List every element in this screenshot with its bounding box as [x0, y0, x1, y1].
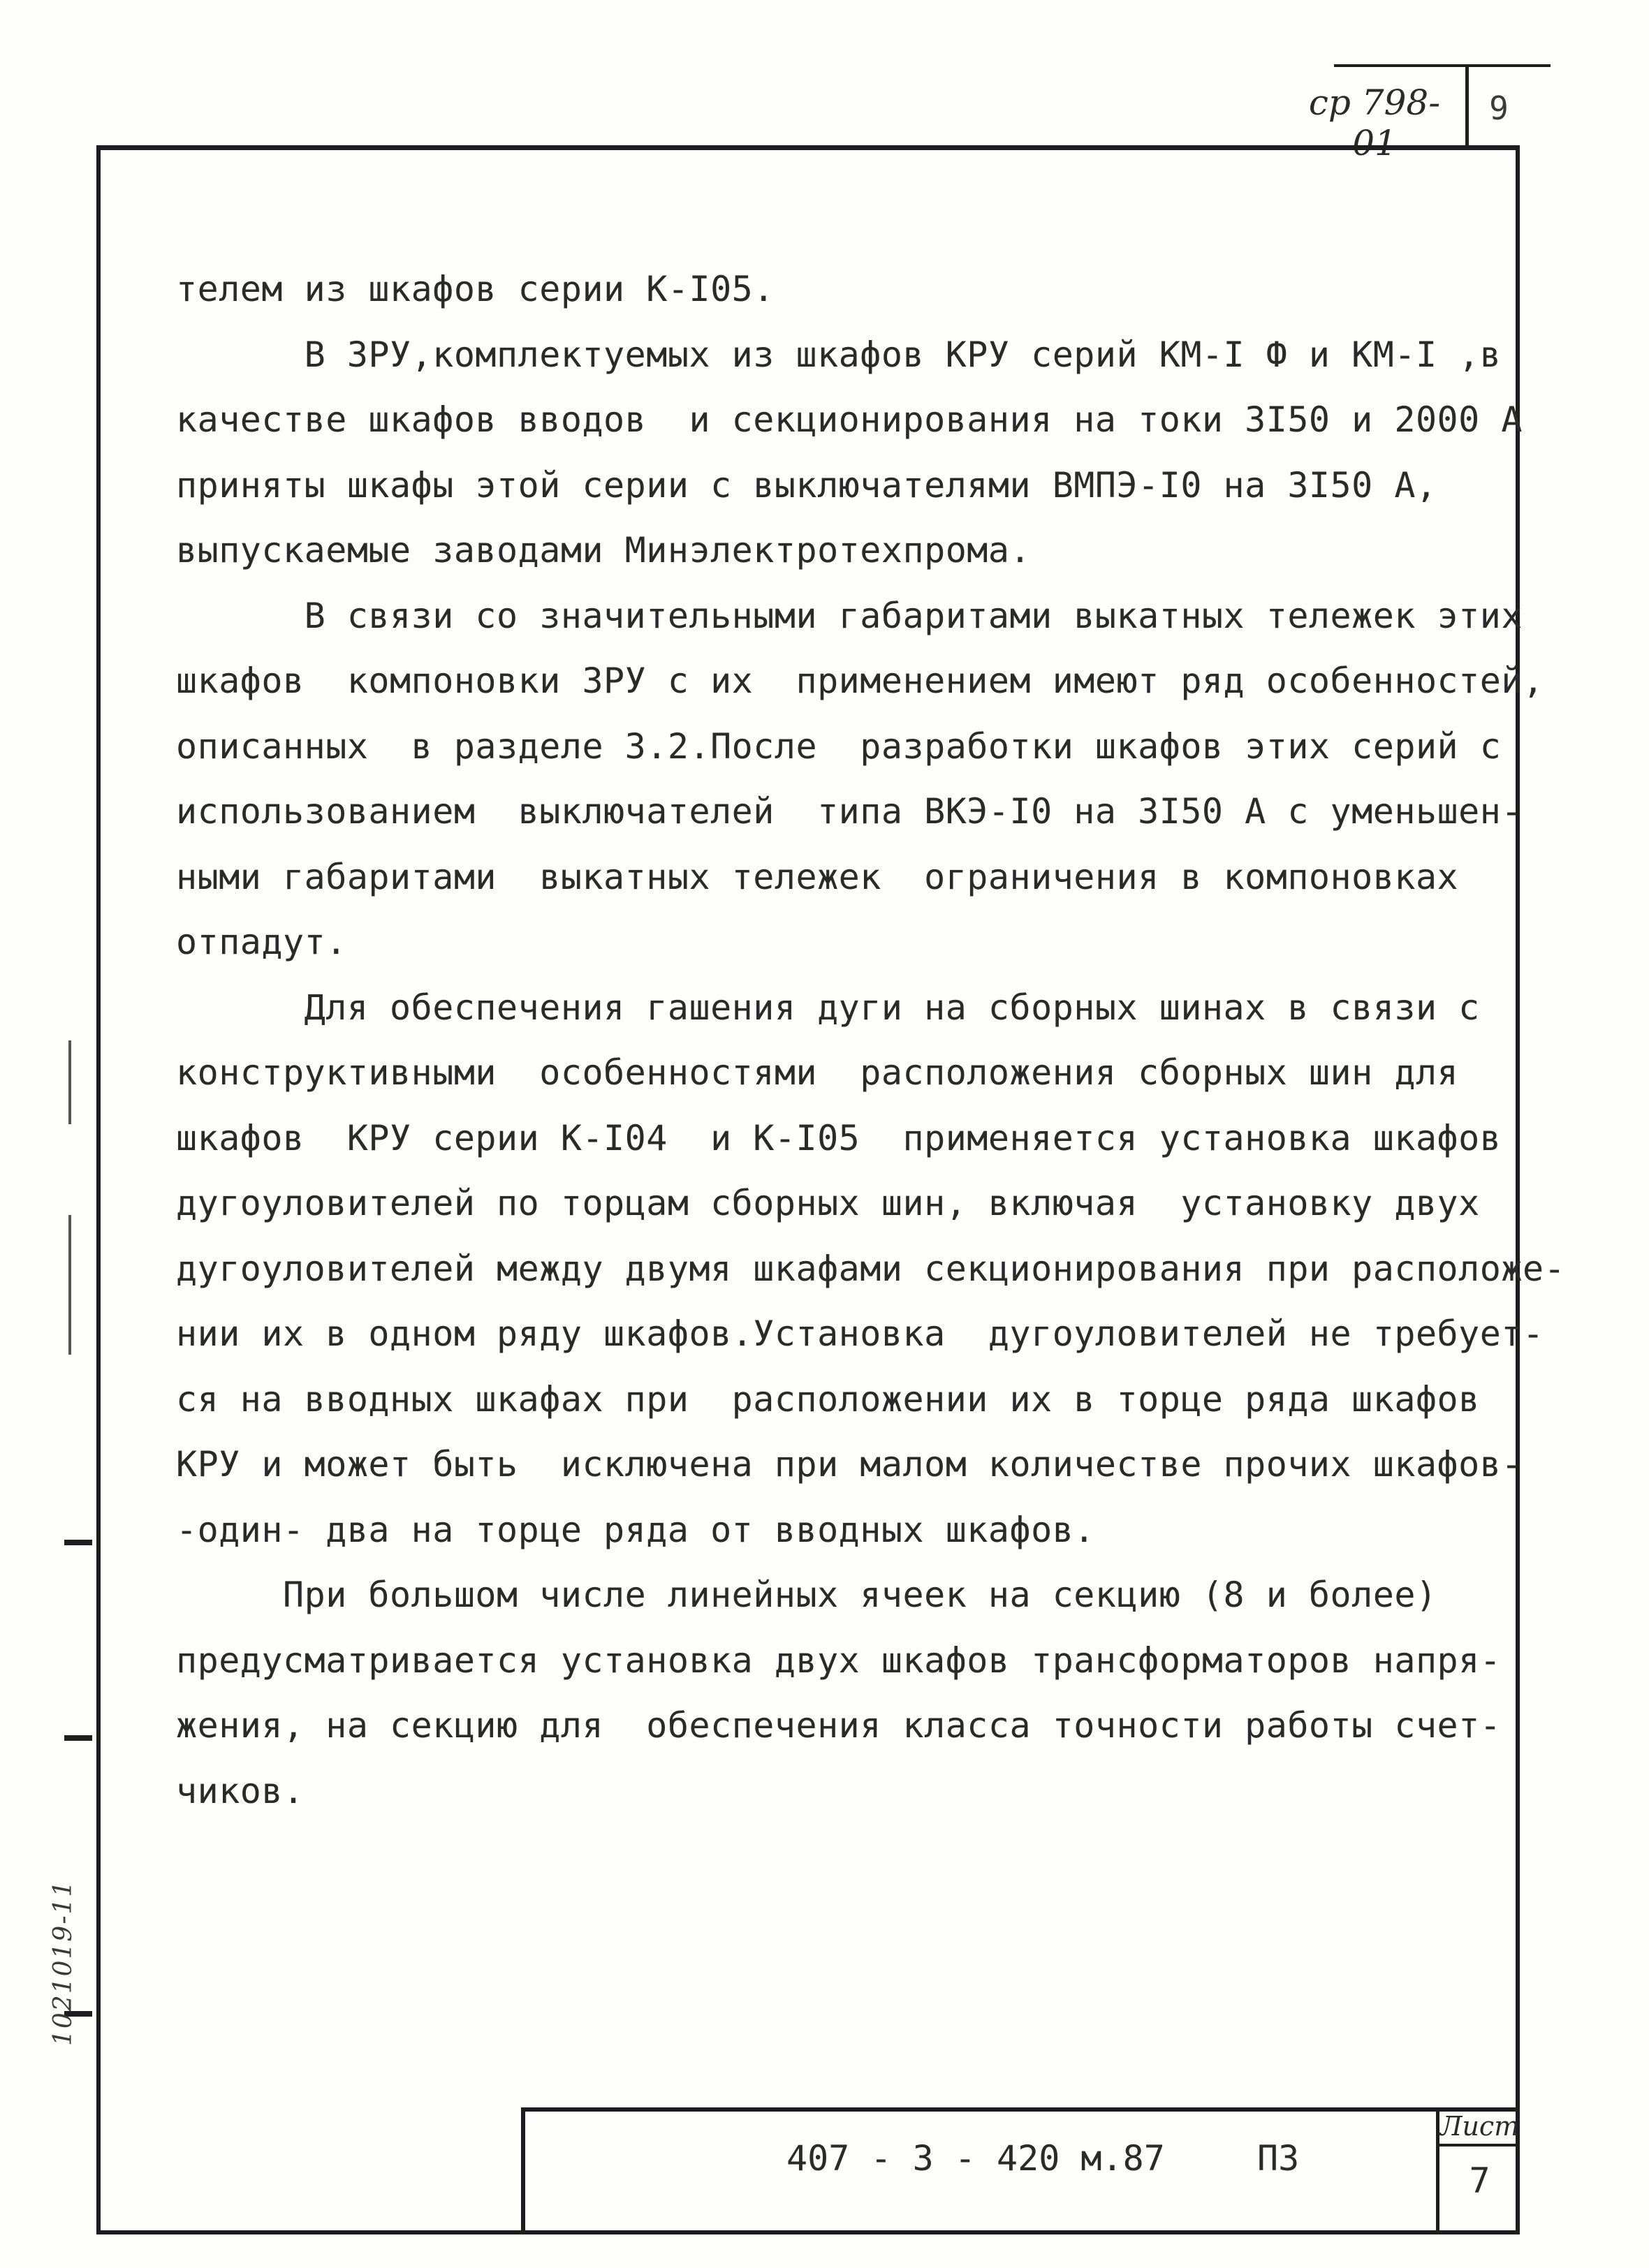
text-line: использованием выключателей типа ВКЭ-I0 на 3I50 А с уменьшен-	[176, 791, 1523, 832]
title-block-document-type: ПЗ	[1257, 2138, 1300, 2179]
text-line: приняты шкафы этой серии с выключателями ВМПЭ-I0 на 3I50 А,	[176, 464, 1437, 506]
margin-mark	[68, 1040, 71, 1124]
text-line: отпадут.	[176, 922, 347, 962]
header-doc-code: ср 798-01	[1308, 82, 1441, 163]
margin-mark	[68, 1215, 71, 1355]
margin-tick	[64, 1540, 92, 1545]
header-page-number: 9	[1489, 89, 1509, 127]
text-line: ными габаритами выкатных тележек ограничения в компоновках	[176, 856, 1459, 897]
document-body	[176, 257, 1566, 1824]
sheet-number: 7	[1469, 2160, 1490, 2201]
text-line: качестве шкафов вводов и секционирования на токи 3I50 и 2000 А	[176, 399, 1523, 440]
margin-inventory-stamp: 1021019-11	[49, 1879, 78, 2046]
text-line: В ЗРУ,комплектуемых из шкафов КРУ серий КМ-I Ф и КМ-I ,в	[176, 334, 1502, 375]
text-line: При большом числе линейных ячеек на секцию (8 и более)	[176, 1575, 1437, 1615]
sheet-label: Лист	[1439, 2107, 1520, 2146]
text-line: предусматривается установка двух шкафов трансформаторов напря-	[176, 1640, 1502, 1681]
title-block-document-code: 407 - 3 - 420 м.87	[786, 2138, 1165, 2179]
text-line: телем из шкафов серии К-I05.	[176, 269, 775, 309]
text-line: дугоуловителей по торцам сборных шин, включая установку двух	[176, 1183, 1480, 1223]
text-line: чиков.	[176, 1770, 305, 1811]
text-line: -один- два на торце ряда от вводных шкафов.	[176, 1509, 1095, 1550]
margin-tick	[64, 1735, 92, 1741]
text-line: Для обеспечения гашения дуги на сборных шинах в связи с	[176, 987, 1480, 1028]
sheet-box	[1436, 2107, 1520, 2234]
text-line: описанных в разделе 3.2.После разработки шкафов этих серий с	[176, 726, 1502, 767]
text-line: В связи со значительными габаритами выкатных тележек этих	[176, 595, 1523, 636]
text-line: шкафов КРУ серии К-I04 и К-I05 применяется установка шкафов	[176, 1117, 1502, 1158]
text-line: нии их в одном ряду шкафов.Установка дугоуловителей не требует-	[176, 1313, 1544, 1354]
text-line: КРУ и может быть исключена при малом количестве прочих шкафов-	[176, 1444, 1523, 1485]
text-line: ся на вводных шкафах при расположении их в торце ряда шкафов	[176, 1378, 1480, 1420]
text-line: жения, на секцию для обеспечения класса точности работы счет-	[176, 1705, 1502, 1746]
text-line: выпускаемые заводами Минэлектротехпрома.	[176, 530, 1032, 570]
text-line: конструктивными особенностями расположения сборных шин для	[176, 1052, 1459, 1093]
text-line: дугоуловителей между двумя шкафами секционирования при расположе-	[176, 1248, 1566, 1289]
header-separator	[1465, 64, 1469, 147]
text-line: шкафов компоновки ЗРУ с их применением имеют ряд особенностей,	[176, 661, 1544, 701]
